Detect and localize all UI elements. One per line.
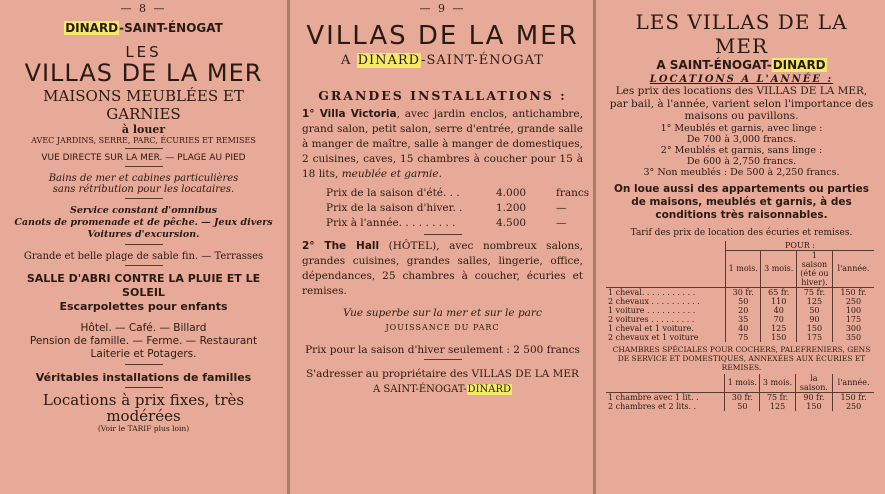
villa-victoria-italic: meublée et garnie.: [341, 168, 442, 180]
price-label: Prix de la saison d'été. . .: [326, 187, 460, 199]
table-cell: 150: [761, 333, 796, 342]
bains-line-1: Bains de mer et cabines particulières: [48, 173, 239, 184]
prix-hiver: Prix pour la saison d'hiver seulement : 2 500 francs: [305, 344, 580, 356]
table-cell: 75 fr.: [760, 392, 795, 402]
price-label: Prix à l'année. . . . . . . . .: [326, 217, 456, 229]
price-label: Prix de la saison d'hiver. .: [326, 202, 463, 214]
divider: [125, 387, 163, 388]
adresse-line: [302, 384, 583, 395]
service-line-2: Canots de promenade et de pêche. — Jeux divers: [14, 217, 273, 228]
highlighted-dinard: DINARD: [65, 21, 119, 35]
divider: [125, 364, 163, 365]
divider: [125, 166, 163, 167]
hotel-text: [8, 322, 279, 361]
row-label: 1 cheval et 1 voiture.: [608, 323, 694, 333]
table-cell: 250: [833, 402, 874, 411]
table-cell: 35: [726, 315, 761, 324]
column-header: 1 mois.: [726, 250, 761, 287]
column-header: l'année.: [833, 374, 874, 393]
table-cell: 300: [832, 324, 874, 333]
sub-a: A SAINT-ÉNOGAT-: [656, 58, 772, 72]
row-label: 1 voiture . . . . . . . . . .: [608, 305, 696, 315]
row-label: 2 chevaux et 1 voiture: [608, 332, 699, 342]
range-line: De 700 à 3,000 francs.: [686, 133, 797, 145]
hotel-line-1: Hôtel. — Café. — Billard: [80, 322, 207, 334]
price-row: [326, 201, 583, 216]
pour-header: POUR :: [726, 241, 874, 251]
table-row: [606, 287, 874, 297]
column-header: 1 saison (été ou hiver).: [796, 250, 832, 287]
table-cell: 125: [760, 402, 795, 411]
table-row: [606, 402, 874, 411]
table-cell: 125: [796, 297, 832, 306]
subtitle-a: A: [341, 53, 357, 68]
jouissance: JOUISSANCE DU PARC: [385, 323, 500, 332]
divider: [125, 244, 163, 245]
divider: [424, 359, 462, 360]
villas-title: LES VILLAS DE LA MER: [635, 10, 848, 58]
table-cell: 110: [761, 297, 796, 306]
amenities-line: AVEC JARDINS, SERRE, PARC, ÉCURIES ET REMISES: [31, 136, 256, 145]
header-rest: -SAINT-ÉNOGAT: [119, 21, 223, 35]
plage-text: Grande et belle plage de sable fin. — Terrasses: [23, 251, 264, 262]
column-header: la saison.: [795, 374, 833, 393]
table-cell: 150: [796, 324, 832, 333]
on-loue-text: On loue aussi des appartements ou parties de maisons, meublés et garnis, à des conditions très raisonnables.: [613, 182, 870, 221]
villa-victoria-label: 1° Villa Victoria: [302, 108, 397, 120]
row-label: 1 chambre avec 1 lit. .: [608, 392, 699, 402]
divider: [424, 234, 462, 235]
table-cell: 125: [761, 324, 796, 333]
service-line-3: Voitures d'excursion.: [87, 229, 200, 240]
adresse-a: A SAINT-ÉNOGAT-: [372, 384, 467, 395]
divider: [125, 198, 163, 199]
column-header: l'année.: [832, 250, 874, 287]
price-row: [326, 216, 583, 231]
divider: [125, 265, 163, 266]
table-cell: 20: [726, 306, 761, 315]
table-cell: 40: [726, 324, 761, 333]
grandes-installations: GRANDES INSTALLATIONS :: [318, 88, 567, 103]
table-cell: 50: [725, 402, 760, 411]
villa-victoria-text: , avec jardin enclos, antichambre, grand salon, petit salon, serre d'entrée, grande salle à manger de maître, salle à manger de domestiques, 2 cuisines, caves, 15 chambres à coucher pour 15 à 18 lits,: [302, 108, 583, 180]
subtitle-rest: -SAINT-ÉNOGAT: [421, 53, 544, 68]
intro-text: Les prix des locations des VILLAS DE LA MER, par bail, à l'année, varient selon l'importance des maisons ou pavillons.: [609, 85, 874, 122]
row-label: 2 chevaux . . . . . . . . . .: [608, 296, 700, 306]
row-label: 2 voitures . . . . . . . . .: [608, 314, 695, 324]
page-8: [0, 0, 287, 494]
table-cell: 70: [761, 315, 796, 324]
les-heading: LES: [125, 43, 162, 61]
price-unit: francs: [556, 187, 590, 199]
location-subtitle: [302, 53, 583, 68]
chambres-speciales: CHAMBRES SPÉCIALES POUR COCHERS, PALEFRENIERS, GENS DE SERVICE ET DOMESTIQUES, ANNEXÉES AUX ÉCURIES ET REMISES.: [612, 344, 871, 372]
salle-text: [8, 272, 279, 314]
price-value: 4.500: [496, 217, 527, 229]
page-number: — 9 —: [419, 2, 466, 15]
the-hall-paragraph: [302, 239, 583, 299]
column-header: 3 mois.: [760, 374, 795, 393]
column-header: 1 mois.: [725, 374, 760, 393]
vue-superbe: Vue superbe sur la mer et sur le parc: [343, 307, 542, 319]
bains-text: [8, 173, 279, 195]
service-line-1: Service constant d'omnibus: [69, 205, 218, 216]
table-cell: 30 fr.: [725, 392, 760, 402]
table-row: [606, 392, 874, 402]
table-cell: 350: [832, 333, 874, 342]
price-list: [326, 186, 590, 231]
range-line: 2° Meublés et garnis, sans linge :: [660, 144, 823, 156]
price-unit: —: [556, 217, 567, 229]
table-cell: 150 fr.: [832, 287, 874, 297]
table-cell: 50: [796, 306, 832, 315]
veritables-text: Véritables installations de familles: [35, 371, 252, 384]
services-text: [8, 205, 279, 241]
location-subtitle: [606, 58, 877, 72]
range-line: 3° Non meublés : De 500 à 2,250 francs.: [643, 166, 840, 178]
villas-title: VILLAS DE LA MER: [306, 21, 579, 51]
locations-annee: LOCATIONS A L'ANNÉE :: [649, 74, 834, 85]
salle-line-2: Escarpolettes pour enfants: [59, 300, 228, 313]
table-cell: 65 fr.: [761, 287, 796, 297]
salle-line-1: SALLE D'ABRI CONTRE LA PLUIE ET LE SOLEIL: [26, 272, 261, 299]
highlighted-dinard: DINARD: [772, 58, 826, 72]
column-header: 3 mois.: [761, 250, 796, 287]
vue-directe: VUE DIRECTE SUR LA MER. — PLAGE AU PIED: [41, 153, 246, 163]
page-9: [290, 0, 593, 494]
table-cell: 175: [796, 333, 832, 342]
stable-tariff-table: [606, 241, 874, 342]
table-cell: 40: [761, 306, 796, 315]
table-row: [606, 306, 874, 315]
table-row: [606, 315, 874, 324]
villa-victoria-paragraph: [302, 107, 583, 182]
price-ranges: [606, 123, 877, 178]
table-cell: 175: [832, 315, 874, 324]
row-label: 1 cheval. . . . . . . . . . .: [608, 287, 696, 297]
table-cell: 90 fr.: [795, 392, 833, 402]
highlighted-dinard: DINARD: [467, 384, 512, 395]
price-value: 4.000: [496, 187, 527, 199]
adresser-text: S'adresser au propriétaire des VILLAS DE LA MER: [306, 368, 579, 380]
table-cell: 50: [726, 297, 761, 306]
range-line: 1° Meublés et garnis, avec linge :: [660, 122, 823, 134]
divider: [125, 148, 163, 149]
table-cell: 150 fr.: [833, 392, 874, 402]
table-cell: 100: [832, 306, 874, 315]
a-louer: à louer: [121, 123, 166, 136]
table-cell: 75: [726, 333, 761, 342]
tarif-title: Tarif des prix de location des écuries et remises.: [630, 227, 853, 238]
price-unit: —: [556, 202, 567, 214]
hotel-line-2: Pension de famille. — Ferme. — Restaurant: [29, 335, 258, 347]
page-number: — 8 —: [120, 2, 167, 15]
price-value: 1.200: [496, 202, 527, 214]
table-row: [606, 333, 874, 342]
hall-text: (HÔTEL), avec nombreux salons, grandes cuisines, grandes salles, lingerie, office, dépendances, 25 chambres à coucher, écuries et remises.: [302, 240, 583, 297]
rooms-tariff-table: [606, 374, 874, 411]
hall-label: 2° The Hall: [302, 240, 380, 252]
page-10: [596, 0, 885, 494]
table-cell: 30 fr.: [726, 287, 761, 297]
villas-title: VILLAS DE LA MER: [24, 59, 263, 87]
voir-tarif: (Voir le TARIF plus loin): [97, 424, 190, 433]
table-cell: 150: [795, 402, 833, 411]
table-cell: 75 fr.: [796, 287, 832, 297]
row-label: 2 chambres et 2 lits. .: [608, 401, 697, 411]
table-cell: 250: [832, 297, 874, 306]
price-row: [326, 186, 590, 201]
maisons-heading: MAISONS MEUBLÉES ET GARNIES: [43, 87, 244, 123]
range-line: De 600 à 2,750 francs.: [686, 155, 797, 167]
page-header: [8, 21, 279, 35]
hotel-line-3: Laiterie et Potagers.: [90, 348, 197, 360]
bains-line-2: sans rétribution pour les locataires.: [52, 184, 235, 195]
locations-text: Locations à prix fixes, très modérées: [42, 391, 245, 425]
highlighted-dinard: DINARD: [357, 53, 421, 68]
table-cell: 90: [796, 315, 832, 324]
table-row: [606, 324, 874, 333]
table-row: [606, 297, 874, 306]
